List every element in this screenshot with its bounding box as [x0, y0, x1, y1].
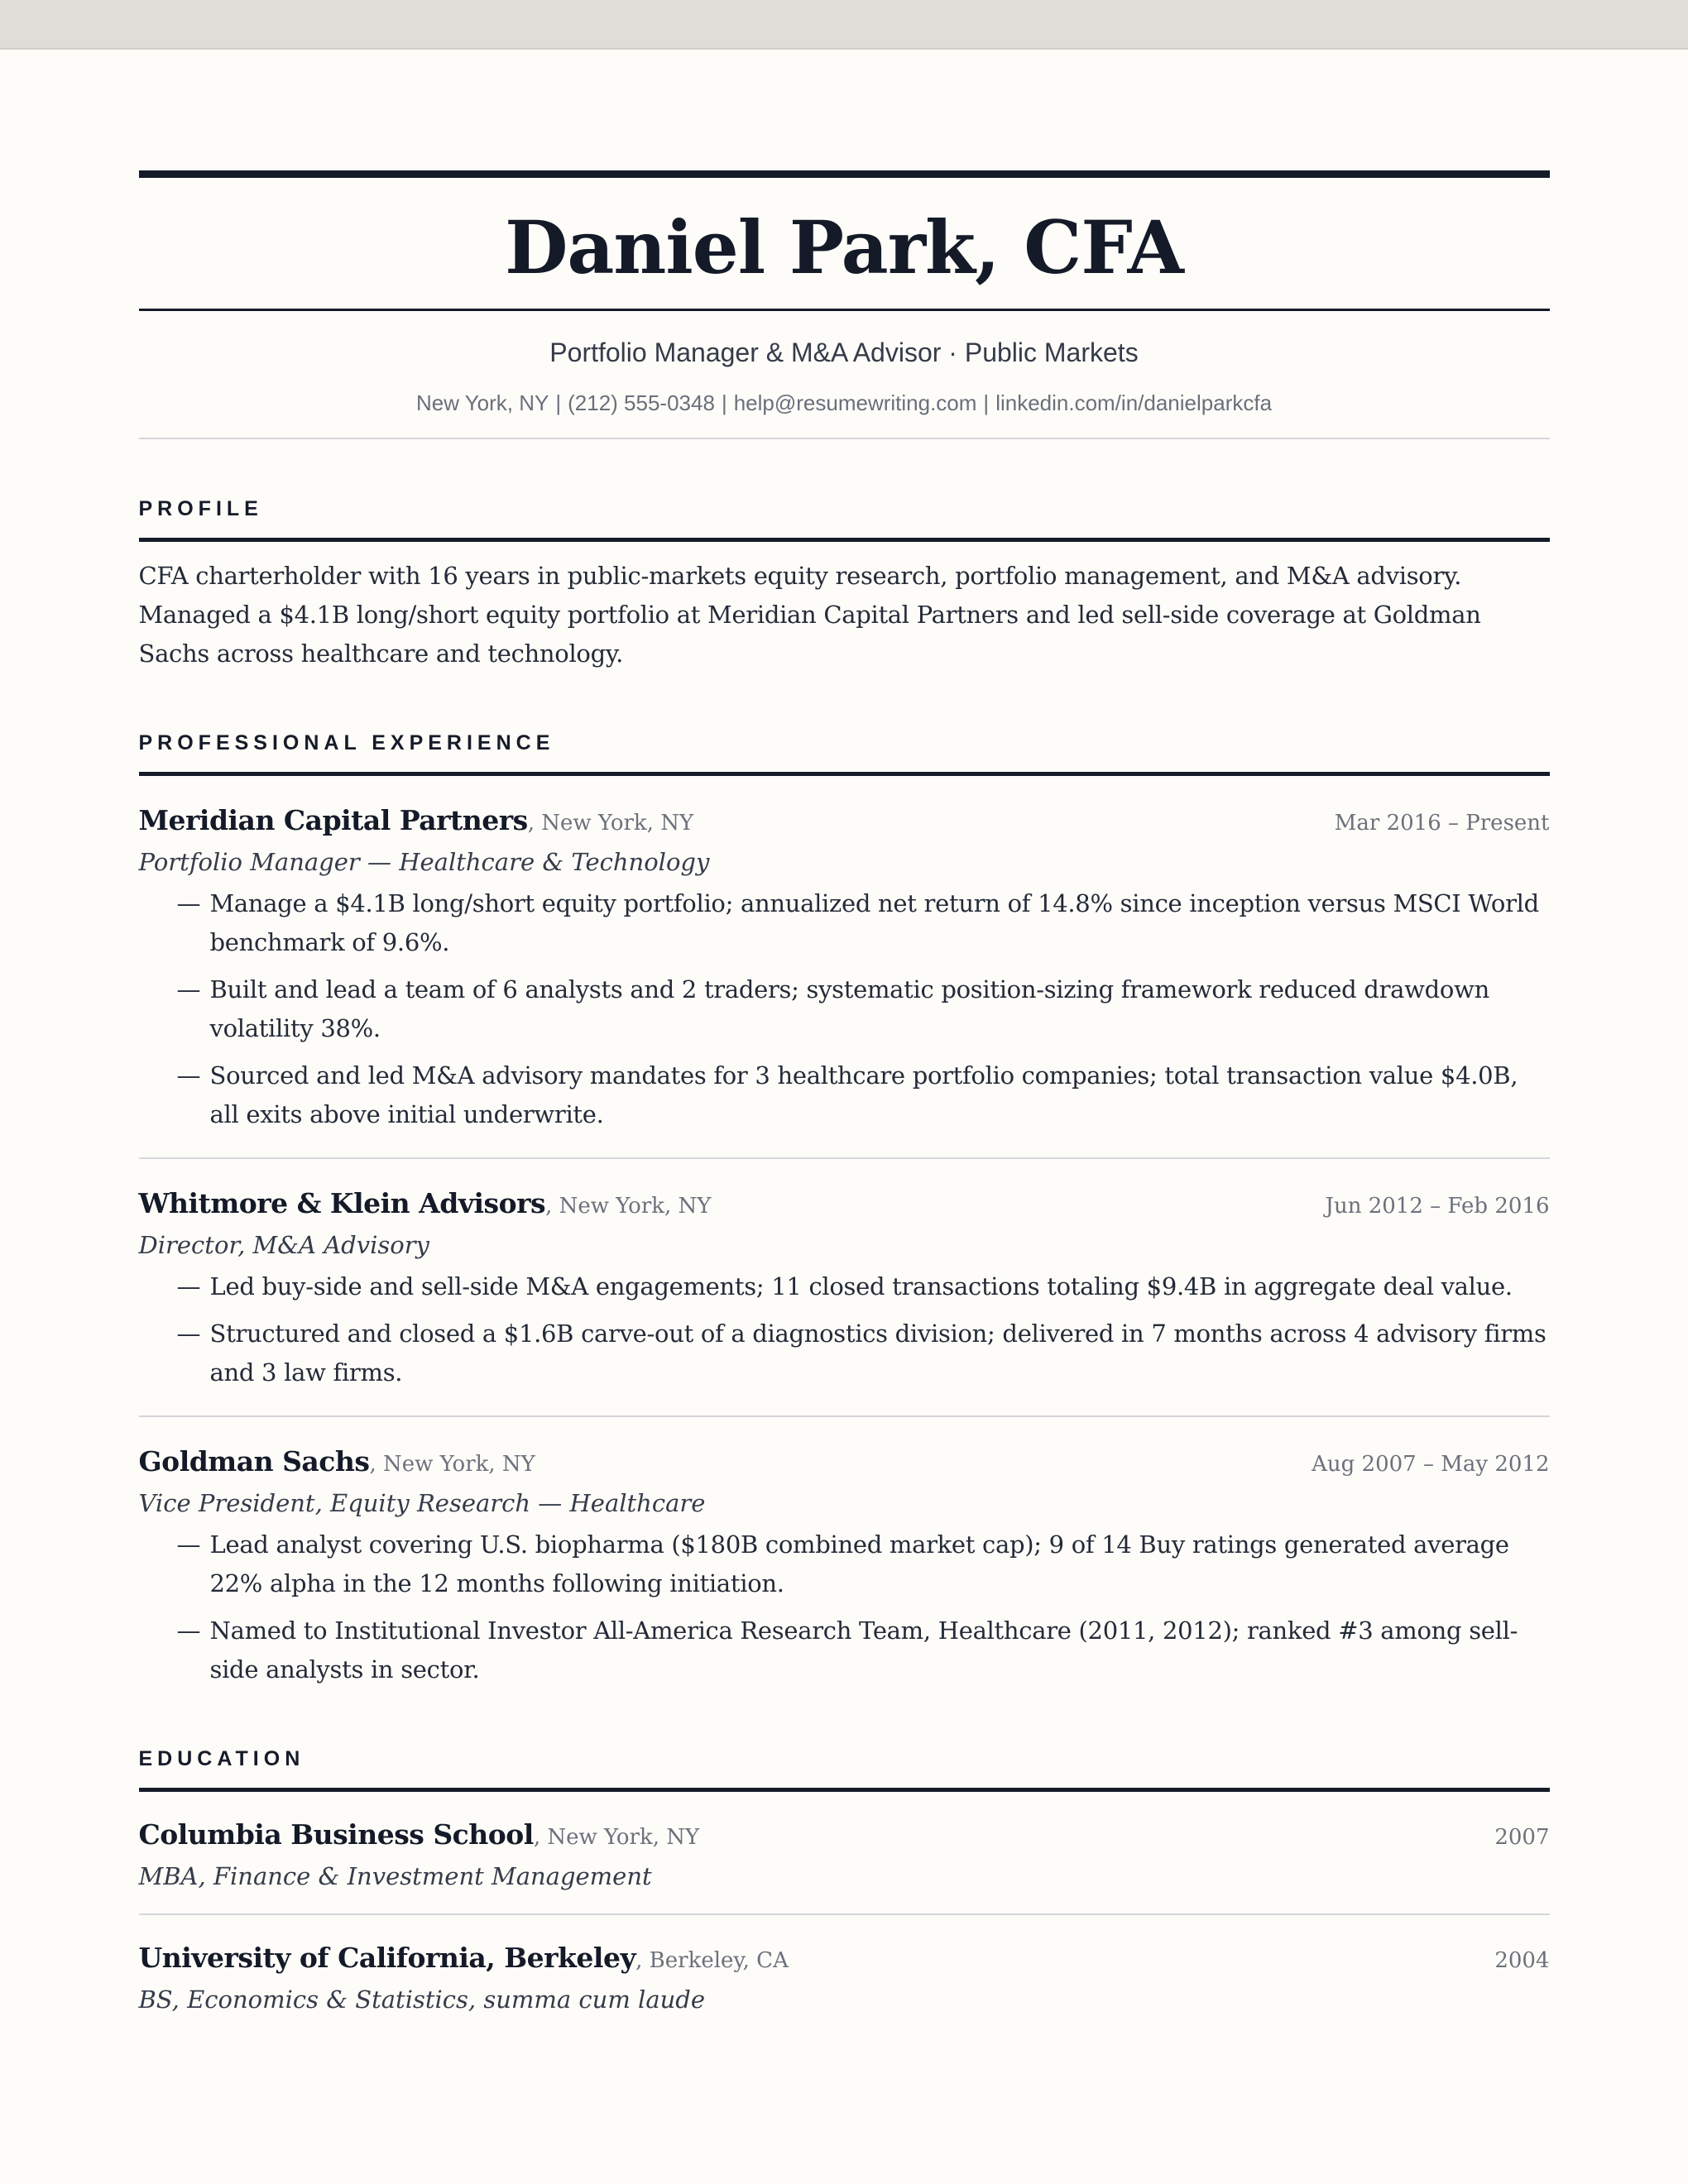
- achievement-text: Led buy-side and sell-side M&A engagements; 11 closed transactions totaling $9.4B in aggregate deal value.: [209, 1272, 1513, 1300]
- achievement-list: [139, 1267, 1550, 1392]
- achievement-item: [139, 1612, 1550, 1689]
- employer-name: Whitmore & Klein Advisors: [138, 1187, 546, 1219]
- entry-divider: [139, 1913, 1550, 1915]
- achievement-item: [139, 1525, 1550, 1603]
- education-rule: [139, 1788, 1550, 1792]
- header-top-rule: [139, 170, 1550, 178]
- employer-location: , New York, NY: [527, 811, 694, 836]
- school-location: , Berkeley, CA: [635, 1948, 789, 1973]
- achievement-item: [139, 970, 1550, 1048]
- contact-separator: |: [983, 390, 990, 415]
- education-entry-columbia: [139, 1818, 1550, 1890]
- entry-header: [139, 1445, 1550, 1478]
- employment-dates: Jun 2012 – Feb 2016: [1325, 1194, 1550, 1219]
- profile-rule: [139, 538, 1550, 542]
- achievement-item: [139, 1056, 1550, 1134]
- education-entry-berkeley: [139, 1942, 1550, 2014]
- job-title: Portfolio Manager — Healthcare & Technology: [138, 848, 710, 876]
- achievement-item: [139, 884, 1550, 962]
- contact-linkedin[interactable]: linkedin.com/in/danielparkcfa: [995, 390, 1273, 415]
- experience-entry-whitmore: [139, 1187, 1550, 1392]
- bullet-dash: —: [176, 1320, 201, 1348]
- job-title: Director, M&A Advisory: [138, 1231, 429, 1259]
- achievement-text: Structured and closed a $1.6B carve-out of a diagnostics division; delivered in 7 months across 4 advisory firms and 3 law firms.: [209, 1320, 1547, 1387]
- employer-location: , New York, NY: [369, 1452, 535, 1477]
- achievement-text: Lead analyst covering U.S. biopharma ($180B combined market cap); 9 of 14 Buy ratings generated average 22% alpha in the 12 months following initiation.: [209, 1530, 1509, 1597]
- contact-line: [139, 390, 1550, 416]
- bullet-dash: —: [176, 1530, 201, 1559]
- header-bottom-rule: [139, 438, 1550, 439]
- experience-entry-goldman: [139, 1445, 1550, 1689]
- education-heading: EDUCATION: [138, 1747, 305, 1770]
- contact-phone: (212) 555-0348: [568, 390, 715, 415]
- achievement-list: [139, 884, 1550, 1134]
- profile-heading: PROFILE: [138, 497, 263, 520]
- bullet-dash: —: [176, 1616, 201, 1645]
- candidate-name: Daniel Park, CFA: [505, 204, 1183, 290]
- bullet-dash: —: [176, 1272, 201, 1300]
- profile-text: CFA charterholder with 16 years in public-markets equity research, portfolio management, and M&A advisory. Managed a $4.1B long/short equity portfolio at Meridian Capital Partners and led sell-side coverage at Goldman Sachs across healthcare and technology.: [138, 562, 1481, 668]
- entry-divider: [139, 1157, 1550, 1159]
- school-name: University of California, Berkeley: [138, 1942, 636, 1974]
- bullet-dash: —: [176, 889, 201, 917]
- achievement-text: Manage a $4.1B long/short equity portfolio; annualized net return of 14.8% since inception versus MSCI World benchmark of 9.6%.: [209, 889, 1539, 956]
- achievement-list: [139, 1525, 1550, 1689]
- employment-dates: Mar 2016 – Present: [1334, 811, 1550, 836]
- degree: MBA, Finance & Investment Management: [138, 1862, 652, 1890]
- job-title: Vice President, Equity Research — Healthcare: [138, 1489, 706, 1517]
- achievement-item: [139, 1315, 1550, 1392]
- contact-location: New York, NY: [415, 390, 549, 415]
- entry-header: [139, 1942, 1550, 1974]
- school-location: , New York, NY: [533, 1825, 700, 1850]
- entry-divider: [139, 1415, 1550, 1417]
- graduation-year: 2004: [1494, 1948, 1550, 1973]
- graduation-year: 2007: [1494, 1825, 1550, 1850]
- achievement-text: Sourced and led M&A advisory mandates for 3 healthcare portfolio companies; total transaction value $4.0B, all exits above initial underwrite.: [209, 1061, 1518, 1128]
- entry-header: [139, 1818, 1550, 1851]
- achievement-item: [139, 1267, 1550, 1306]
- entry-header: [139, 1187, 1550, 1219]
- experience-rule: [139, 772, 1550, 776]
- experience-heading: PROFESSIONAL EXPERIENCE: [138, 731, 555, 754]
- top-bar: [0, 0, 1688, 50]
- bullet-dash: —: [176, 975, 201, 1003]
- employer-name: Goldman Sachs: [138, 1445, 370, 1478]
- entry-header: [139, 804, 1550, 836]
- bullet-dash: —: [176, 1061, 201, 1090]
- school-name: Columbia Business School: [138, 1818, 534, 1851]
- employment-dates: Aug 2007 – May 2012: [1312, 1452, 1550, 1477]
- contact-separator: |: [721, 390, 727, 415]
- degree: BS, Economics & Statistics, summa cum laude: [138, 1985, 706, 2014]
- candidate-subtitle: Portfolio Manager & M&A Advisor · Public Markets: [549, 338, 1139, 367]
- contact-separator: |: [555, 390, 562, 415]
- experience-entry-meridian: [139, 804, 1550, 1134]
- achievement-text: Built and lead a team of 6 analysts and 2 traders; systematic position-sizing framework reduced drawdown volatility 38%.: [209, 975, 1489, 1042]
- resume-page: [139, 50, 1550, 2014]
- achievement-text: Named to Institutional Investor All-America Research Team, Healthcare (2011, 2012); ranked #3 among sell-side analysts in sector.: [209, 1616, 1518, 1684]
- employer-location: , New York, NY: [545, 1194, 712, 1219]
- employer-name: Meridian Capital Partners: [138, 804, 528, 836]
- header-name-rule: [139, 309, 1550, 311]
- contact-email[interactable]: help@resumewriting.com: [733, 390, 977, 415]
